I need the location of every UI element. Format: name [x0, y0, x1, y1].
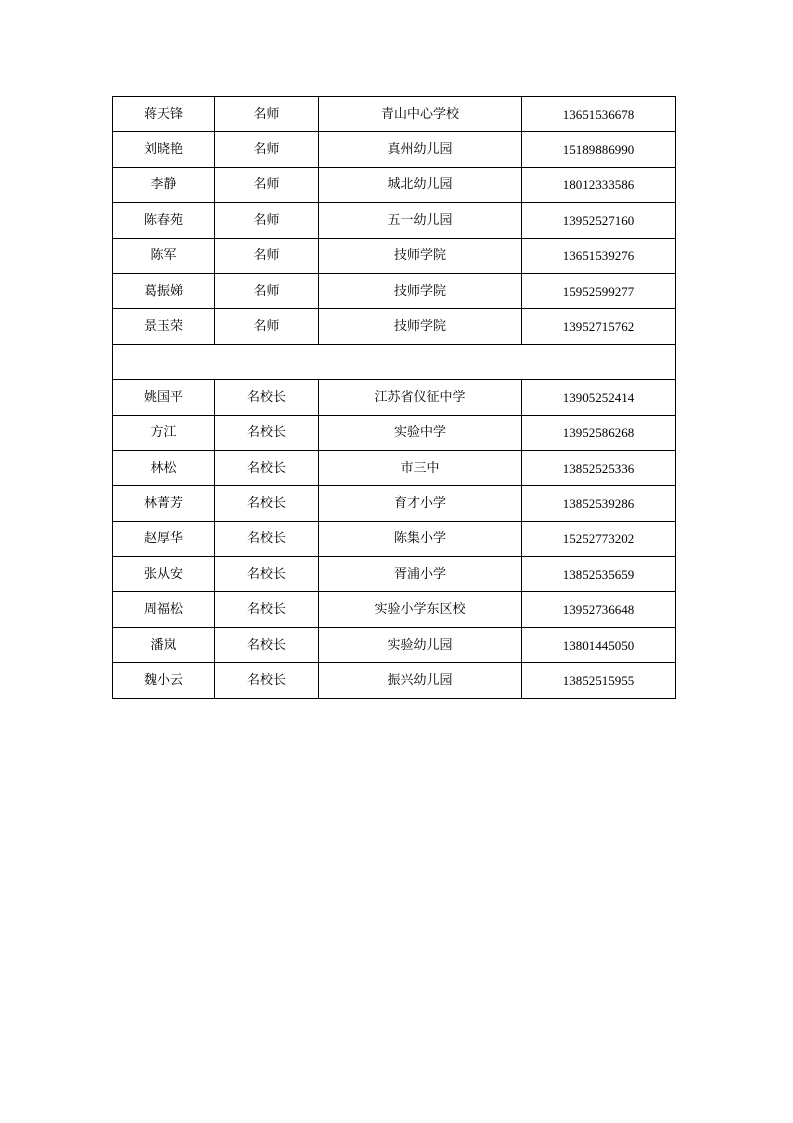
unit-cell: 振兴幼儿园: [319, 663, 522, 698]
roster-body: [113, 97, 676, 699]
phone-cell: 13952736648: [522, 592, 676, 627]
phone-cell: 15952599277: [522, 273, 676, 308]
name-cell: 赵厚华: [113, 521, 215, 556]
title-cell: 名师: [215, 238, 319, 273]
phone-cell: 13952586268: [522, 415, 676, 450]
name-cell: 李静: [113, 167, 215, 202]
name-cell: 葛振娣: [113, 273, 215, 308]
phone-cell: 13651536678: [522, 97, 676, 132]
unit-cell: 实验小学东区校: [319, 592, 522, 627]
table-row: [113, 273, 676, 308]
unit-cell: 技师学院: [319, 309, 522, 344]
phone-cell: 15189886990: [522, 132, 676, 167]
name-cell: 刘晓艳: [113, 132, 215, 167]
table-row: [113, 521, 676, 556]
name-cell: 姚国平: [113, 380, 215, 415]
unit-cell: 技师学院: [319, 273, 522, 308]
unit-cell: 技师学院: [319, 238, 522, 273]
unit-cell: 实验幼儿园: [319, 627, 522, 662]
title-cell: 名校长: [215, 486, 319, 521]
name-cell: 林松: [113, 450, 215, 485]
unit-cell: 真州幼儿园: [319, 132, 522, 167]
table-row: [113, 132, 676, 167]
table-row: [113, 663, 676, 698]
table-row: [113, 97, 676, 132]
table-row: [113, 238, 676, 273]
unit-cell: 青山中心学校: [319, 97, 522, 132]
unit-cell: 胥浦小学: [319, 557, 522, 592]
separator-row: [113, 344, 676, 379]
phone-cell: 13852525336: [522, 450, 676, 485]
name-cell: 林菁芳: [113, 486, 215, 521]
table-row: [113, 309, 676, 344]
name-cell: 陈军: [113, 238, 215, 273]
table-row: [113, 203, 676, 238]
phone-cell: 18012333586: [522, 167, 676, 202]
title-cell: 名师: [215, 273, 319, 308]
title-cell: 名校长: [215, 521, 319, 556]
phone-cell: 13801445050: [522, 627, 676, 662]
name-cell: 魏小云: [113, 663, 215, 698]
table-row: [113, 415, 676, 450]
phone-cell: 13852539286: [522, 486, 676, 521]
phone-cell: 13905252414: [522, 380, 676, 415]
title-cell: 名师: [215, 309, 319, 344]
unit-cell: 五一幼儿园: [319, 203, 522, 238]
unit-cell: 育才小学: [319, 486, 522, 521]
name-cell: 蒋天锋: [113, 97, 215, 132]
table-row: [113, 486, 676, 521]
unit-cell: 城北幼儿园: [319, 167, 522, 202]
name-cell: 潘岚: [113, 627, 215, 662]
phone-cell: 13952715762: [522, 309, 676, 344]
table-row: [113, 557, 676, 592]
name-cell: 陈春苑: [113, 203, 215, 238]
phone-cell: 13852535659: [522, 557, 676, 592]
phone-cell: 15252773202: [522, 521, 676, 556]
roster-table: [112, 96, 676, 699]
phone-cell: 13952527160: [522, 203, 676, 238]
title-cell: 名师: [215, 167, 319, 202]
table-row: [113, 592, 676, 627]
name-cell: 景玉荣: [113, 309, 215, 344]
table-row: [113, 450, 676, 485]
unit-cell: 市三中: [319, 450, 522, 485]
title-cell: 名师: [215, 97, 319, 132]
unit-cell: 江苏省仪征中学: [319, 380, 522, 415]
table-row: [113, 167, 676, 202]
phone-cell: 13651539276: [522, 238, 676, 273]
title-cell: 名校长: [215, 557, 319, 592]
table-row: [113, 627, 676, 662]
phone-cell: 13852515955: [522, 663, 676, 698]
name-cell: 方江: [113, 415, 215, 450]
title-cell: 名师: [215, 132, 319, 167]
title-cell: 名校长: [215, 627, 319, 662]
title-cell: 名校长: [215, 450, 319, 485]
unit-cell: 实验中学: [319, 415, 522, 450]
title-cell: 名校长: [215, 592, 319, 627]
title-cell: 名师: [215, 203, 319, 238]
table-row: [113, 380, 676, 415]
empty-cell: [113, 344, 676, 379]
title-cell: 名校长: [215, 663, 319, 698]
name-cell: 张从安: [113, 557, 215, 592]
unit-cell: 陈集小学: [319, 521, 522, 556]
name-cell: 周福松: [113, 592, 215, 627]
title-cell: 名校长: [215, 380, 319, 415]
title-cell: 名校长: [215, 415, 319, 450]
